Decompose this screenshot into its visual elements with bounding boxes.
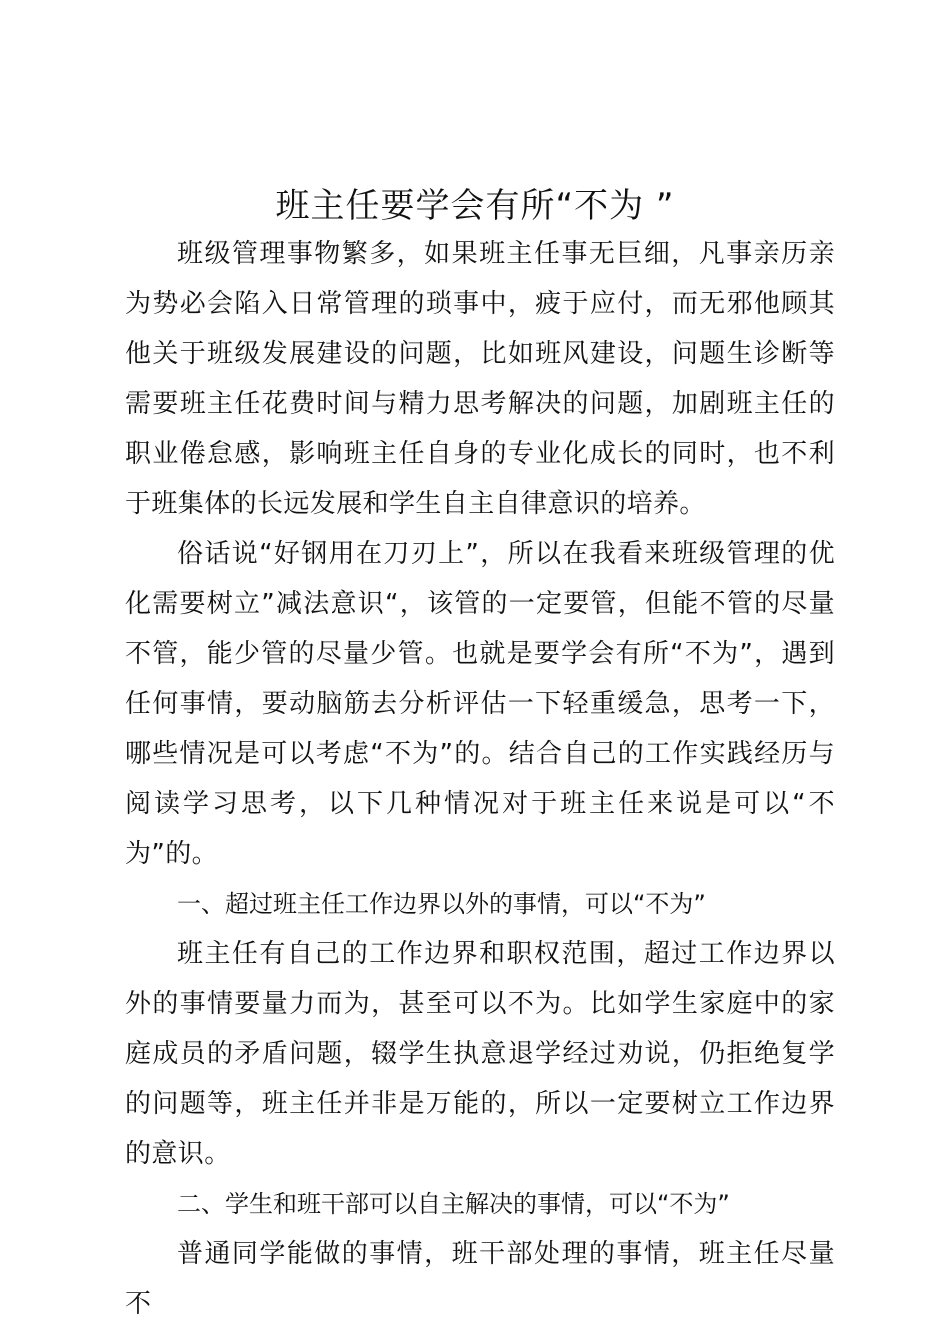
section-1-heading: 一、超过班主任工作边界以外的事情，可以“不为” [177, 890, 706, 918]
document-body [125, 229, 835, 1329]
saying-paragraph: 俗话说“好钢用在刀刃上”，所以在我看来班级管理的优化需要树立”减法意识“，该管的一定要管，但能不管的尽量不管，能少管的尽量少管。也就是要学会有所“不为”，遇到任何事情，要动脑筋去分析评估一下轻重缓急，思考一下，哪些情况是可以考虑“不为”的。结合自己的工作实践经历与阅读学习思考，以下几种情况对于班主任来说是可以“不为”的。 [125, 539, 835, 869]
document-title: 班主任要学会有所“不为 ” [275, 186, 675, 226]
section-2-paragraph: 普通同学能做的事情，班干部处理的事情，班主任尽量不 [125, 1239, 835, 1319]
section-2-heading: 二、学生和班干部可以自主解决的事情，可以“不为” [177, 1190, 730, 1218]
intro-paragraph: 班级管理事物繁多，如果班主任事无巨细，凡事亲历亲为势必会陷入日常管理的琐事中，疲于应付，而无邪他顾其他关于班级发展建设的问题，比如班风建设，问题生诊断等需要班主任花费时间与精力思考解决的问题，加剧班主任的职业倦怠感，影响班主任自身的专业化成长的同时，也不利于班集体的长远发展和学生自主自律意识的培养。 [125, 239, 835, 519]
section-1-paragraph: 班主任有自己的工作边界和职权范围，超过工作边界以外的事情要量力而为，甚至可以不为。比如学生家庭中的家庭成员的矛盾问题，辍学生执意退学经过劝说，仍拒绝复学的问题等，班主任并非是万能的，所以一定要树立工作边界的意识。 [125, 939, 835, 1169]
